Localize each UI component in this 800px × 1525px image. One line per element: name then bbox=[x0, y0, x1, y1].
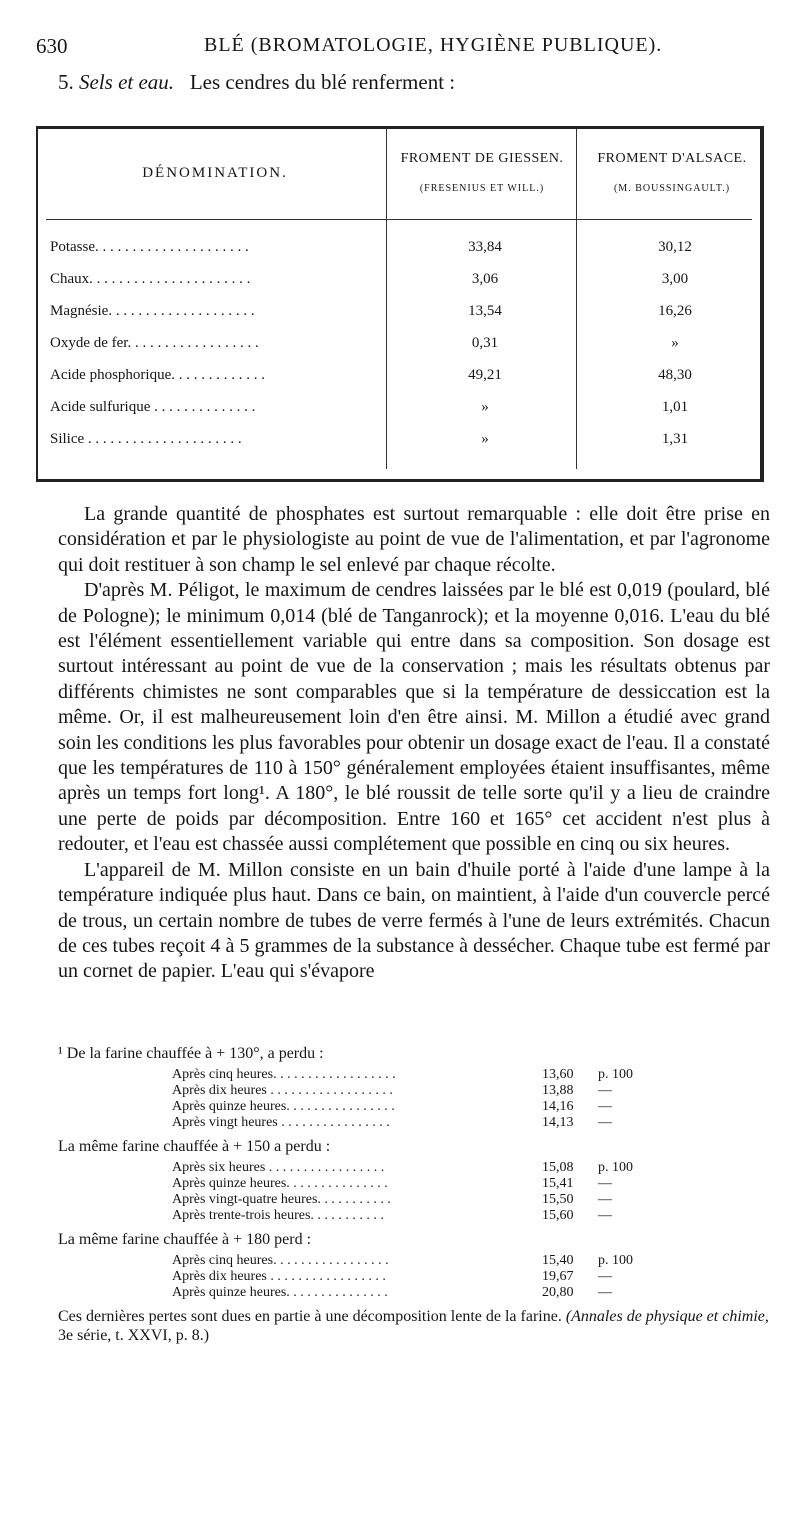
row-value-alsace: 16,26 bbox=[658, 303, 692, 319]
footnote-row-label: Après cinq heures. . . . . . . . . . . . . . . . . bbox=[172, 1253, 389, 1268]
row-value-alsace: 3,00 bbox=[661, 271, 689, 287]
row-name: Magnésie. . . . . . . . . . . . . . . . . . . . bbox=[50, 303, 255, 319]
footnote-row-label: Après dix heures . . . . . . . . . . . . . . . . . bbox=[172, 1269, 386, 1284]
row-value-giessen: 0,31 bbox=[471, 335, 499, 351]
footnote-row bbox=[58, 1192, 770, 1208]
table-row bbox=[50, 335, 756, 359]
section-heading bbox=[58, 70, 455, 95]
row-value-alsace: 1,31 bbox=[661, 431, 689, 447]
footnote-row-unit: — bbox=[598, 1115, 612, 1130]
running-head: BLÉ (BROMATOLOGIE, HYGIÈNE PUBLIQUE). bbox=[204, 34, 663, 56]
paragraph: D'après M. Péligot, le maximum de cendres laissées par le blé est 0,019 (poulard, blé de Pologne); le minimum 0,014 (blé de Tanganrock); et la moyenne 0,016. L'eau du blé est l'élément essentiellement variable qui entre dans sa composition. Son dosage est surtout intéressant au point de vue de la conservation ; mais les résultats obtenus par différents chimistes ne sont comparables que si la température de dessiccation est la même. Or, il est malheureusement loin d'en être ainsi. M. Millon a étudié avec grand soin les conditions les plus favorables pour obtenir un dosage exact de l'eau. Il a constaté que les températures de 110 à 150° généralement employées étaient insuffisantes, même après un temps fort long¹. A 180°, le blé roussit de telle sorte qu'il y a lieu de craindre une perte de poids par décomposition. Entre 160 et 165° cet accident n'est plus à redouter, et l'eau est chassée aussi complétement que possible en cinq ou six heures. bbox=[58, 579, 770, 856]
footnote-intro: ¹ De la farine chauffée à + 130°, a perdu : bbox=[58, 1045, 324, 1062]
row-value-alsace: 30,12 bbox=[658, 239, 692, 255]
table-row bbox=[50, 399, 756, 423]
page-number: 630 bbox=[36, 34, 68, 58]
footnote-row-unit: — bbox=[598, 1083, 612, 1098]
column-header-giessen: FROMENT DE GIESSEN. bbox=[400, 151, 564, 166]
footnote-row-label: Après quinze heures. . . . . . . . . . . . . . . . bbox=[172, 1099, 395, 1114]
footnote-row-value: 19,67 bbox=[542, 1269, 574, 1284]
column-header-alsace: FROMENT D'ALSACE. bbox=[597, 151, 747, 166]
footnote-row bbox=[58, 1269, 770, 1285]
footnote-row-value: 15,60 bbox=[542, 1208, 574, 1223]
footnote-row bbox=[58, 1067, 770, 1083]
footnote-row-unit: p. 100 bbox=[598, 1067, 633, 1082]
footnote-row-label: Après vingt heures . . . . . . . . . . . . . . . . bbox=[172, 1115, 390, 1130]
footnote-row-label: Après trente-trois heures. . . . . . . . . . . bbox=[172, 1208, 384, 1223]
footnote-row bbox=[58, 1253, 770, 1269]
footnote-row-unit: — bbox=[598, 1285, 612, 1300]
section-intro: Les cendres du blé renferment : bbox=[189, 70, 456, 94]
paragraph: La grande quantité de phosphates est surtout remarquable : elle doit être prise en considération et par le physiologiste au point de vue de l'alimentation, et par l'agronome qui doit restituer à son champ le sel enlevé par chaque récolte. bbox=[58, 503, 770, 576]
footnote-row-unit: p. 100 bbox=[598, 1160, 633, 1175]
footnote-row-value: 15,41 bbox=[542, 1176, 574, 1191]
footnote-row bbox=[58, 1083, 770, 1099]
row-value-alsace: 1,01 bbox=[661, 399, 689, 415]
row-value-giessen: 49,21 bbox=[468, 367, 502, 383]
footnote-row-unit: p. 100 bbox=[598, 1253, 633, 1268]
footnote-row-value: 13,60 bbox=[542, 1067, 574, 1082]
paragraph: L'appareil de M. Millon consiste en un bain d'huile porté à l'aide d'une lampe à la température indiquée plus haut. Dans ce bain, on maintient, à l'aide d'un couvercle percé de trous, un certain nombre de tubes de verre fermés à l'une de leurs extrémités. Chacun de ces tubes reçoit 4 à 5 grammes de la substance à dessécher. Chaque tube est fermé par un cornet de papier. L'eau qui s'évapore bbox=[58, 858, 770, 983]
footnote-row bbox=[58, 1099, 770, 1115]
footnote-row-unit: — bbox=[598, 1176, 612, 1191]
citation-reference: 3e série, t. XXVI, p. 8.) bbox=[58, 1327, 210, 1344]
row-value-giessen: » bbox=[481, 399, 489, 415]
body-text bbox=[58, 502, 770, 985]
footnote-row-value: 20,80 bbox=[542, 1285, 574, 1300]
footnote-closing bbox=[58, 1307, 770, 1345]
row-value-giessen: » bbox=[481, 431, 489, 447]
footnote-row bbox=[58, 1285, 770, 1301]
footnote-row-value: 15,08 bbox=[542, 1160, 574, 1175]
column-source-alsace: (M. BOUSSINGAULT.) bbox=[613, 183, 731, 194]
row-name: Silice . . . . . . . . . . . . . . . . . . . . . bbox=[50, 431, 242, 447]
table-header-rule bbox=[46, 219, 752, 220]
footnote-row-unit: — bbox=[598, 1269, 612, 1284]
footnote-row-label: Après dix heures . . . . . . . . . . . . . . . . . . bbox=[172, 1083, 393, 1098]
footnote-row-label: Après quinze heures. . . . . . . . . . . . . . . bbox=[172, 1176, 388, 1191]
column-header-denomination: DÉNOMINATION. bbox=[142, 165, 288, 181]
row-value-alsace: 48,30 bbox=[658, 367, 692, 383]
footnote-intro: La même farine chauffée à + 180 perd : bbox=[58, 1231, 312, 1248]
footnote-table bbox=[58, 1253, 770, 1301]
column-source-giessen: (FRESENIUS ET WILL.) bbox=[419, 183, 545, 194]
footnote-row-label: Après cinq heures. . . . . . . . . . . . . . . . . . bbox=[172, 1067, 396, 1082]
table-row bbox=[50, 239, 756, 263]
row-name: Potasse. . . . . . . . . . . . . . . . . . . . . bbox=[50, 239, 249, 255]
table-row bbox=[50, 271, 756, 295]
row-name: Chaux. . . . . . . . . . . . . . . . . . . . . . bbox=[50, 271, 251, 287]
footnote bbox=[58, 1044, 770, 1345]
footnote-row-label: Après vingt-quatre heures. . . . . . . . . . . bbox=[172, 1192, 391, 1207]
footnote-row-unit: — bbox=[598, 1099, 612, 1114]
row-value-giessen: 3,06 bbox=[471, 271, 499, 287]
section-number: 5. bbox=[58, 70, 74, 94]
footnote-table bbox=[58, 1067, 770, 1131]
row-value-giessen: 33,84 bbox=[468, 239, 502, 255]
footnote-row-label: Après quinze heures. . . . . . . . . . . . . . . bbox=[172, 1285, 388, 1300]
footnote-row-label: Après six heures . . . . . . . . . . . . . . . . . bbox=[172, 1160, 385, 1175]
closing-text: Ces dernières pertes sont dues en partie à une décomposition lente de la farine. bbox=[58, 1308, 562, 1325]
footnote-table bbox=[58, 1160, 770, 1224]
section-title: Sels et eau. bbox=[79, 70, 175, 94]
table-row bbox=[50, 431, 756, 455]
page-header bbox=[36, 34, 766, 60]
footnote-row-value: 15,40 bbox=[542, 1253, 574, 1268]
footnote-row-unit: — bbox=[598, 1192, 612, 1207]
footnote-row-value: 14,13 bbox=[542, 1115, 574, 1130]
row-name: Oxyde de fer. . . . . . . . . . . . . . . . . . bbox=[50, 335, 259, 351]
footnote-row-value: 14,16 bbox=[542, 1099, 574, 1114]
footnote-row-value: 13,88 bbox=[542, 1083, 574, 1098]
table-row bbox=[50, 303, 756, 327]
citation-title: (Annales de physique et chimie, bbox=[565, 1308, 769, 1325]
footnote-row bbox=[58, 1160, 770, 1176]
footnote-row bbox=[58, 1115, 770, 1131]
row-name: Acide sulfurique . . . . . . . . . . . . . . bbox=[50, 399, 256, 415]
footnote-row bbox=[58, 1208, 770, 1224]
row-value-giessen: 13,54 bbox=[468, 303, 502, 319]
footnote-intro: La même farine chauffée à + 150 a perdu : bbox=[58, 1138, 331, 1155]
row-value-alsace: » bbox=[671, 335, 679, 351]
footnote-row bbox=[58, 1176, 770, 1192]
ash-composition-table bbox=[36, 126, 764, 482]
footnote-row-unit: — bbox=[598, 1208, 612, 1223]
row-name: Acide phosphorique. . . . . . . . . . . . . bbox=[50, 367, 265, 383]
table-row bbox=[50, 367, 756, 391]
footnote-row-value: 15,50 bbox=[542, 1192, 574, 1207]
